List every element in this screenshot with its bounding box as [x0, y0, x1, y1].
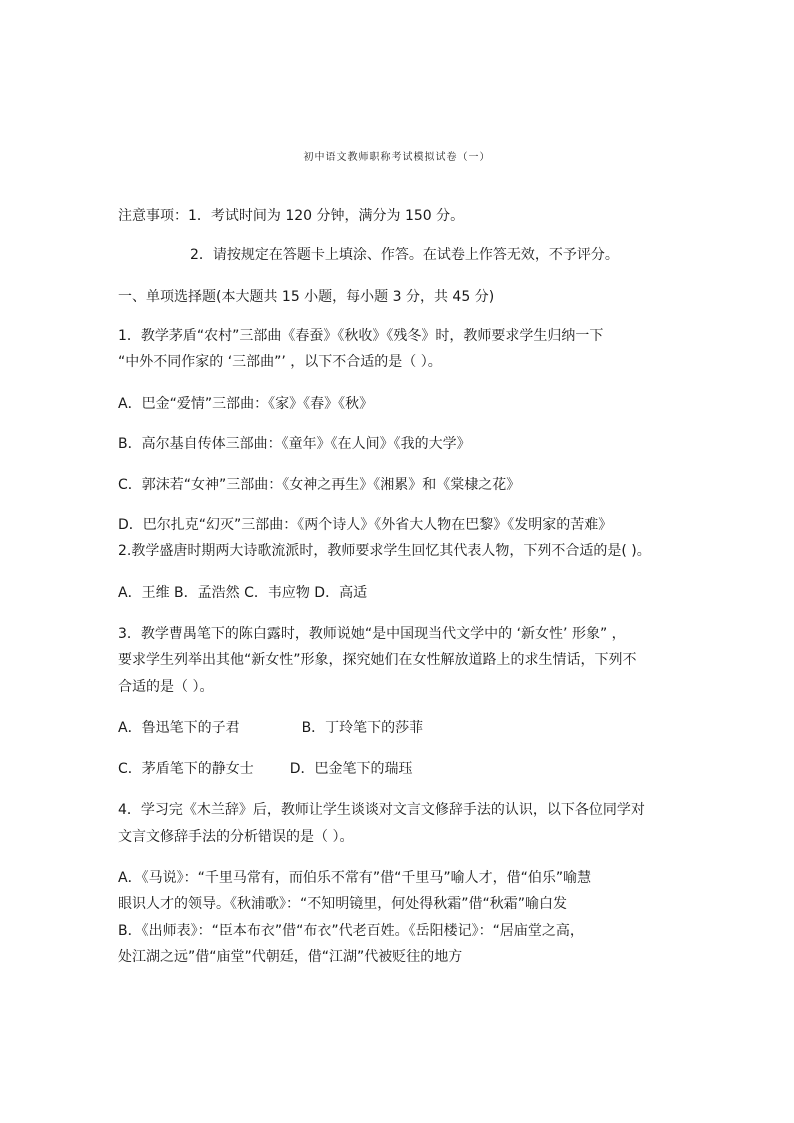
- question-3-options-row-2: [118, 759, 413, 779]
- question-4-option-b-line-1: B．《出师表》：“臣本布衣”借“布衣”代老百姓。《岳阳楼记》：“居庙堂之高，: [118, 923, 584, 939]
- question-3-stem-line-1: 3．教学曹禺笔下的陈白露时，教师说她“是中国现当代文学中的 ‘新女性’ 形象” ，: [118, 626, 626, 642]
- question-1-option-b: B．高尔基自传体三部曲：《童年》《在人间》《我的大学》: [118, 436, 471, 452]
- question-2-stem: 2.教学盛唐时期两大诗歌流派时，教师要求学生回忆其代表人物，下列不合适的是( )。: [118, 543, 651, 559]
- question-1-option-d: D．巴尔扎克“幻灭”三部曲：《两个诗人》《外省大人物在巴黎》《发明家的苦难》: [118, 517, 613, 533]
- question-4-option-a-line-2: 眼识人才的领导。《秋浦歌》：“不知明镜里，何处得秋霜”借“秋霜”喻白发: [118, 896, 568, 912]
- question-3-stem-line-2: 要求学生列举出其他“新女性”形象，探究她们在女性解放道路上的求生情话，下列不: [118, 652, 637, 668]
- question-3-options-row-1: [118, 718, 423, 738]
- question-1-stem-line-2: “中外不同作家的 ‘三部曲”’ ，以下不合适的是（ ）。: [118, 354, 442, 370]
- question-3-option-b: B．丁玲笔下的莎菲: [301, 720, 424, 736]
- question-1-option-a: A．巴金“爱情”三部曲：《家》《春》《秋》: [118, 396, 374, 412]
- question-3-stem-line-3: 合适的是（ ）。: [118, 679, 214, 695]
- notice-line-2: 2．请按规定在答题卡上填涂、作答。在试卷上作答无效，不予评分。: [190, 247, 619, 263]
- page-title: 初中语文教师职称考试模拟试卷（一）: [303, 152, 491, 163]
- question-1-stem-line-1: 1．教学茅盾“农村”三部曲《春蚕》《秋收》《残冬》时，教师要求学生归纳一下: [118, 328, 604, 344]
- question-3-option-a: A．鲁迅笔下的子君: [118, 720, 240, 736]
- question-1-option-c: C．郭沫若“女神”三部曲：《女神之再生》《湘累》和《棠棣之花》: [118, 477, 521, 493]
- notice-line-1: 注意事项：1．考试时间为 120 分钟，满分为 150 分。: [118, 208, 465, 224]
- question-2-options: A．王维 B．孟浩然 C．韦应物 D．高适: [118, 585, 368, 601]
- question-4-option-b-line-2: 处江湖之远”借“庙堂”代朝廷，借“江湖”代被贬往的地方: [118, 949, 463, 965]
- question-4-stem-line-1: 4．学习完《木兰辞》后，教师让学生谈谈对文言文修辞手法的认识，以下各位同学对: [118, 802, 645, 818]
- question-3-option-d: D．巴金笔下的瑞珏: [289, 761, 413, 777]
- question-4-option-a-line-1: A．《马说》：“千里马常有，而伯乐不常有”借“千里马”喻人才，借“伯乐”喻慧: [118, 870, 592, 886]
- question-4-stem-line-2: 文言文修辞手法的分析错误的是（ ）。: [118, 829, 354, 845]
- section-heading: 一、单项选择题(本大题共 15 小题，每小题 3 分，共 45 分): [118, 289, 495, 305]
- question-3-option-c: C．茅盾笔下的静女士: [118, 761, 254, 777]
